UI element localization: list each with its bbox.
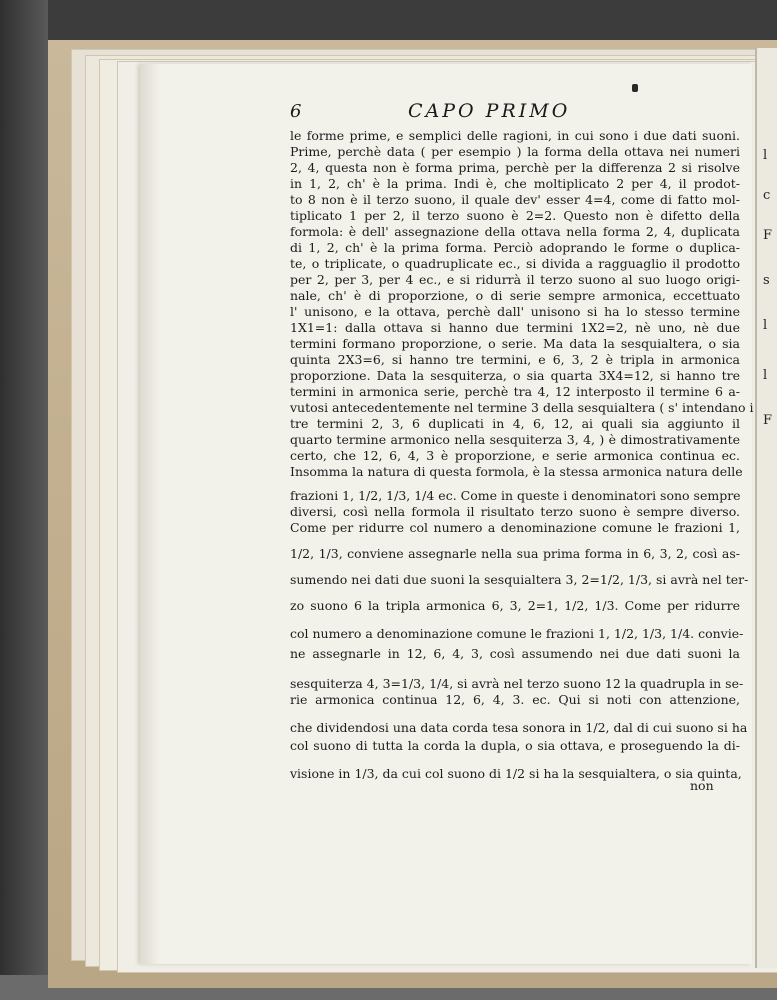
scan-background-left: [0, 0, 48, 1000]
text-line: 1X1=1: dalla ottava si hanno due termini 1X2=2, nè uno, nè due: [290, 320, 740, 335]
catchword: non: [690, 778, 714, 793]
text-line: certo, che 12, 6, 4, 3 è proporzione, e serie armonica continua ec.: [290, 448, 740, 463]
facing-page-fragment: l: [763, 148, 768, 163]
ink-spot: [632, 84, 638, 92]
text-line: 1/2, 1/3, conviene assegnarle nella sua prima forma in 6, 3, 2, così as-: [290, 546, 740, 561]
text-line: to 8 non è il terzo suono, il quale dev' esser 4=4, come di fatto mol-: [290, 192, 740, 207]
text-line: te, o triplicate, o quadruplicate ec., si divida a ragguaglio il prodotto: [290, 256, 740, 271]
facing-page-fragment: c: [763, 188, 771, 203]
text-line: col numero a denominazione comune le frazioni 1, 1/2, 1/3, 1/4. convie-: [290, 626, 744, 641]
text-line: quarto termine armonico nella sesquiterza 3, 4, ) è dimostrativamente: [290, 432, 740, 447]
facing-page-fragment: l: [763, 368, 768, 383]
facing-page-fragment: F: [763, 228, 773, 243]
page-header: [290, 101, 600, 125]
facing-page-fragment: s: [763, 273, 770, 288]
text-line: vutosi antecedentemente nel termine 3 della sesquialtera ( s' intendano i: [290, 400, 754, 415]
text-line: rie armonica continua 12, 6, 4, 3. ec. Qui si noti con attenzione,: [290, 692, 740, 707]
text-line: quinta 2X3=6, si hanno tre termini, e 6, 3, 2 è tripla in armonica: [290, 352, 740, 367]
page-gutter-shadow: [140, 64, 160, 964]
running-title: CAPO PRIMO: [408, 100, 571, 122]
text-line: nale, ch' è di proporzione, o di serie sempre armonica, eccettuato: [290, 288, 740, 303]
text-line: Come per ridurre col numero a denominazione comune le frazioni 1,: [290, 520, 740, 535]
text-line: Prime, perchè data ( per esempio ) la forma della ottava nei numeri: [290, 144, 740, 159]
text-line: col suono di tutta la corda la dupla, o sia ottava, e proseguendo la di-: [290, 738, 740, 753]
page-number: 6: [290, 101, 302, 122]
text-line: in 1, 2, ch' è la prima. Indi è, che moltiplicato 2 per 4, il prodot-: [290, 176, 740, 191]
text-line: per 2, per 3, per 4 ec., e si ridurrà il terzo suono al suo luogo origi-: [290, 272, 740, 287]
facing-page-fragment: F: [763, 413, 773, 428]
text-line: tre termini 2, 3, 6 duplicati in 4, 6, 12, ai quali sia aggiunto il: [290, 416, 740, 431]
text-line: zo suono 6 la tripla armonica 6, 3, 2=1, 1/2, 1/3. Come per ridurre: [290, 598, 740, 613]
text-line: formola: è dell' assegnazione della ottava nella forma 2, 4, duplicata: [290, 224, 740, 239]
text-line: sesquiterza 4, 3=1/3, 1/4, si avrà nel terzo suono 12 la quadrupla in se-: [290, 676, 744, 691]
text-line: le forme prime, e semplici delle ragioni, in cui sono i due dati suoni.: [290, 128, 740, 143]
text-line: tiplicato 1 per 2, il terzo suono è 2=2. Questo non è difetto della: [290, 208, 740, 223]
text-line: frazioni 1, 1/2, 1/3, 1/4 ec. Come in queste i denominatori sono sempre: [290, 488, 741, 503]
text-line: di 1, 2, ch' è la prima forma. Perciò adoprando le forme o duplica-: [290, 240, 740, 255]
text-line: termini formano proporzione, o serie. Ma data la sesquialtera, o sia: [290, 336, 740, 351]
facing-page-edge: [755, 48, 777, 968]
text-line: sumendo nei dati due suoni la sesquialtera 3, 2=1/2, 1/3, si avrà nel ter-: [290, 572, 749, 587]
text-line: proporzione. Data la sesquiterza, o sia quarta 3X4=12, si hanno tre: [290, 368, 740, 383]
text-line: Insomma la natura di questa formola, è la stessa armonica natura delle: [290, 464, 743, 479]
text-line: termini in armonica serie, perchè tra 4, 12 interposto il termine 6 a-: [290, 384, 740, 399]
text-line: 2, 4, questa non è forma prima, perchè per la differenza 2 si risolve: [290, 160, 740, 175]
text-line: l' unisono, e la ottava, perchè dall' unisono si ha lo stesso termine: [290, 304, 740, 319]
text-line: ne assegnarle in 12, 6, 4, 3, così assumendo nei due dati suoni la: [290, 646, 740, 661]
text-line: che dividendosi una data corda tesa sonora in 1/2, dal di cui suono si ha: [290, 720, 748, 735]
text-line: diversi, così nella formola il risultato terzo suono è sempre diverso.: [290, 504, 740, 519]
text-line: visione in 1/3, da cui col suono di 1/2 si ha la sesquialtera, o sia quinta,: [290, 766, 742, 781]
facing-page-fragment: l: [763, 318, 768, 333]
